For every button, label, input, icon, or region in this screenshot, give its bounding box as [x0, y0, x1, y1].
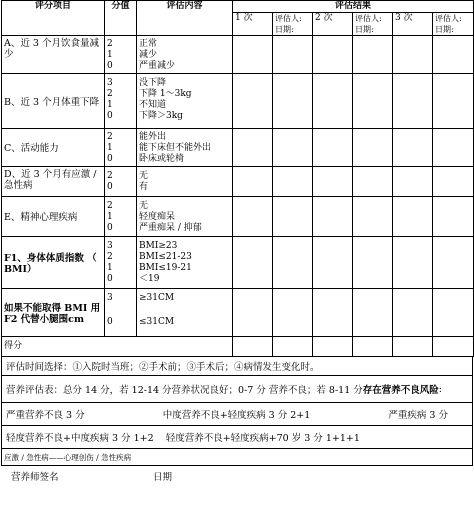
item-scores: 2 0 — [105, 167, 137, 197]
result-cell[interactable] — [353, 289, 393, 337]
legend-severe-malnutrition: 严重营养不良 3 分 — [6, 410, 85, 421]
legend-row-1 — [1, 403, 473, 426]
result-cell[interactable] — [353, 129, 393, 167]
table-row — [2, 167, 474, 197]
result-cell[interactable] — [393, 36, 433, 74]
result-cell[interactable] — [433, 197, 474, 237]
result-cell[interactable] — [273, 237, 313, 289]
result-cell[interactable] — [433, 167, 474, 197]
assessment-table — [1, 0, 474, 357]
result-cell[interactable] — [393, 197, 433, 237]
footnote: 应激 / 急性病——心理创伤 / 急性疾病 — [1, 449, 473, 466]
result-cell[interactable] — [233, 74, 273, 129]
result-cell[interactable] — [393, 337, 433, 357]
result-cell[interactable] — [273, 197, 313, 237]
result-cell[interactable] — [393, 237, 433, 289]
result-cell[interactable] — [393, 74, 433, 129]
result-cell[interactable] — [353, 337, 393, 357]
result-cell[interactable] — [273, 289, 313, 337]
item-label: 如果不能取得 BMI 用 F2 代替小腿围cm — [2, 289, 105, 337]
legend-row-2: 轻度营养不良+中度疾病 3 分 1+2 轻度营养不良+轻度疾病+70 岁 3 分 1+1+1 — [1, 426, 473, 449]
result-cell[interactable] — [313, 129, 353, 167]
time-3-assessor: 评估人: 日期: — [433, 13, 474, 36]
header-score: 分值 — [105, 1, 137, 36]
legend-severe-disease: 严重疾病 3 分 — [388, 410, 448, 421]
table-row — [2, 289, 474, 337]
result-cell[interactable] — [273, 74, 313, 129]
result-cell[interactable] — [353, 237, 393, 289]
result-cell[interactable] — [433, 289, 474, 337]
result-cell[interactable] — [313, 167, 353, 197]
result-cell[interactable] — [313, 74, 353, 129]
result-cell[interactable] — [273, 129, 313, 167]
time-2-label: 2 次 — [313, 13, 353, 36]
result-cell[interactable] — [433, 237, 474, 289]
item-label: A、近 3 个月饮食量减少 — [2, 36, 105, 74]
item-label: F1、身体体质指数 （ BMI） — [2, 237, 105, 289]
result-cell[interactable] — [313, 197, 353, 237]
result-cell[interactable] — [393, 289, 433, 337]
item-scores: 2 1 0 — [105, 129, 137, 167]
time-2-assessor: 评估人: 日期: — [353, 13, 393, 36]
time-1-assessor: 评估人: 日期: — [273, 13, 313, 36]
item-contents: 没下降 下降 1～3kg 不知道 下降＞3kg — [137, 74, 233, 129]
table-row — [2, 36, 474, 74]
signature-row — [1, 466, 473, 486]
result-cell[interactable] — [313, 289, 353, 337]
item-contents: BMI≥23 BMI≤21-23 BMI≤19-21 ＜19 — [137, 237, 233, 289]
item-scores: 3 2 1 0 — [105, 74, 137, 129]
result-cell[interactable] — [433, 337, 474, 357]
header-item: 评分项目 — [2, 1, 105, 36]
item-contents: 正常 减少 严重减少 — [137, 36, 233, 74]
result-cell[interactable] — [233, 129, 273, 167]
result-cell[interactable] — [233, 36, 273, 74]
signature-label: 营养师签名 — [11, 472, 59, 483]
result-cell[interactable] — [273, 36, 313, 74]
result-cell[interactable] — [393, 167, 433, 197]
time-choice: 评估时间选择：①入院时当班；②手术前；③手术后；④病情发生变化时。 — [1, 357, 473, 376]
total-label: 得分 — [2, 337, 233, 357]
result-cell[interactable] — [273, 337, 313, 357]
table-row — [2, 237, 474, 289]
assessment-sheet — [1, 0, 473, 486]
header-results: 评估结果 — [233, 1, 474, 13]
item-scores: 2 1 0 — [105, 197, 137, 237]
summary: 营养评估表：总分 14 分，若 12-14 分营养状况良好；0-7 分 营养不良；若 8-11 分 存在营养不良风险 : — [1, 376, 473, 403]
result-cell[interactable] — [353, 197, 393, 237]
result-cell[interactable] — [393, 129, 433, 167]
item-scores: 3 0 — [105, 289, 137, 337]
result-cell[interactable] — [433, 74, 474, 129]
result-cell[interactable] — [313, 337, 353, 357]
item-scores: 3 2 1 0 — [105, 237, 137, 289]
result-cell[interactable] — [433, 36, 474, 74]
item-contents: ≥31CM ≤31CM — [137, 289, 233, 337]
legend-moderate: 中度营养不良+轻度疾病 3 分 2+1 — [162, 410, 311, 421]
time-3-label: 3 次 — [393, 13, 433, 36]
time-1-label: 1 次 — [233, 13, 273, 36]
header-content: 评估内容 — [137, 1, 233, 36]
item-label: D、近 3 个月有应激 / 急性病 — [2, 167, 105, 197]
item-label: C、活动能力 — [2, 129, 105, 167]
result-cell[interactable] — [233, 337, 273, 357]
result-cell[interactable] — [353, 74, 393, 129]
item-scores: 2 1 0 — [105, 36, 137, 74]
item-label: B、近 3 个月体重下降 — [2, 74, 105, 129]
item-contents: 无 有 — [137, 167, 233, 197]
result-cell[interactable] — [233, 197, 273, 237]
item-contents: 能外出 能下床但不能外出 卧床或轮椅 — [137, 129, 233, 167]
table-row — [2, 197, 474, 237]
item-label: E、精神心理疾病 — [2, 197, 105, 237]
table-row-total — [2, 337, 474, 357]
result-cell[interactable] — [233, 289, 273, 337]
result-cell[interactable] — [313, 237, 353, 289]
item-contents: 无 轻度痴呆 严重痴呆 / 抑郁 — [137, 197, 233, 237]
table-row — [2, 74, 474, 129]
table-row — [2, 129, 474, 167]
result-cell[interactable] — [313, 36, 353, 74]
result-cell[interactable] — [353, 167, 393, 197]
signature-date: 日期 — [153, 472, 173, 483]
result-cell[interactable] — [233, 167, 273, 197]
result-cell[interactable] — [433, 129, 474, 167]
result-cell[interactable] — [353, 36, 393, 74]
result-cell[interactable] — [273, 167, 313, 197]
result-cell[interactable] — [233, 237, 273, 289]
